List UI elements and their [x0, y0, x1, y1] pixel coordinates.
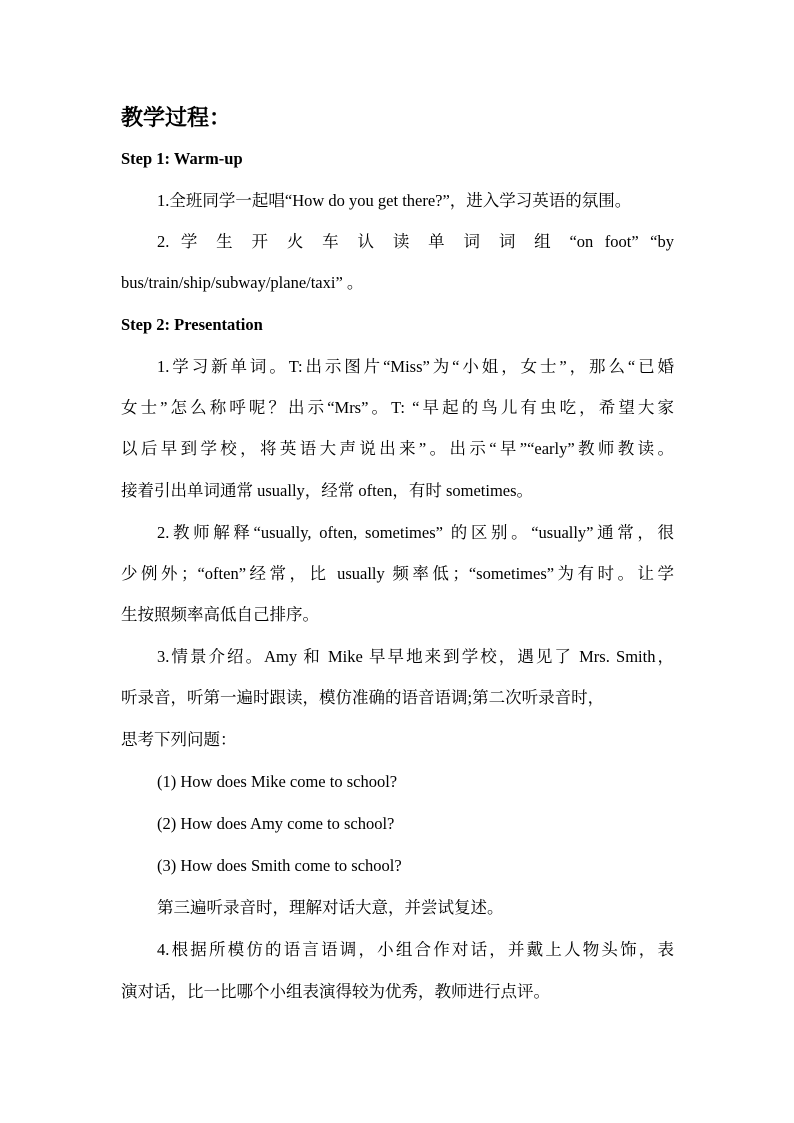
step2-paragraph-2-line-1: 2.教师解释“usually, often, sometimes” 的区别。“usually”通常，很	[157, 523, 674, 542]
step1-heading: Step 1: Warm-up	[121, 149, 243, 168]
step2-paragraph-1-line-1: 1.学习新单词。T:出示图片“Miss”为“小姐，女士”，那么“已婚	[157, 357, 674, 376]
question-3: (3) How does Smith come to school?	[157, 856, 402, 875]
step2-paragraph-3-line-3: 思考下列问题：	[121, 730, 237, 749]
step1-paragraph-2-line-1: 2. 学 生 开 火 车 认 读 单 词 词 组 “on foot” “by	[157, 232, 674, 251]
question-2: (2) How does Amy come to school?	[157, 814, 395, 833]
step2-paragraph-4-line-2: 演对话，比一比哪个小组表演得较为优秀，教师进行点评。	[121, 982, 550, 1001]
step2-paragraph-3-line-1: 3.情景介绍。Amy 和 Mike 早早地来到学校，遇见了 Mrs. Smith，	[157, 647, 674, 666]
step2-paragraph-1-line-4: 接着引出单词通常 usually，经常 often，有时 sometimes。	[121, 481, 534, 500]
question-1: (1) How does Mike come to school?	[157, 772, 398, 791]
step2-paragraph-1-line-2: 女士”怎么称呼呢？出示“Mrs”。T: “早起的鸟儿有虫吃，希望大家	[121, 398, 674, 417]
step2-heading: Step 2: Presentation	[121, 315, 263, 334]
step2-paragraph-2-line-2: 少例外；“often”经常，比 usually 频率低；“sometimes”为有时。让学	[121, 564, 674, 583]
step2-paragraph-4-line-1: 4.根据所模仿的语言语调，小组合作对话，并戴上人物头饰，表	[157, 940, 674, 959]
step2-paragraph-3-line-2: 听录音，听第一遍时跟读，模仿准确的语音语调;第二次听录音时，	[121, 688, 605, 707]
step2-paragraph-3-conclusion: 第三遍听录音时，理解对话大意，并尝试复述。	[157, 898, 504, 917]
step2-paragraph-2-line-3: 生按照频率高低自己排序。	[121, 605, 319, 624]
step1-paragraph-1: 1.全班同学一起唱“How do you get there?”，进入学习英语的氛围。	[157, 191, 632, 210]
step1-paragraph-2-line-2: bus/train/ship/subway/plane/taxi” 。	[121, 273, 364, 292]
page-title: 教学过程：	[121, 105, 232, 130]
step2-paragraph-1-line-3: 以后早到学校，将英语大声说出来”。出示“早”“early”教师教读。	[121, 439, 674, 458]
